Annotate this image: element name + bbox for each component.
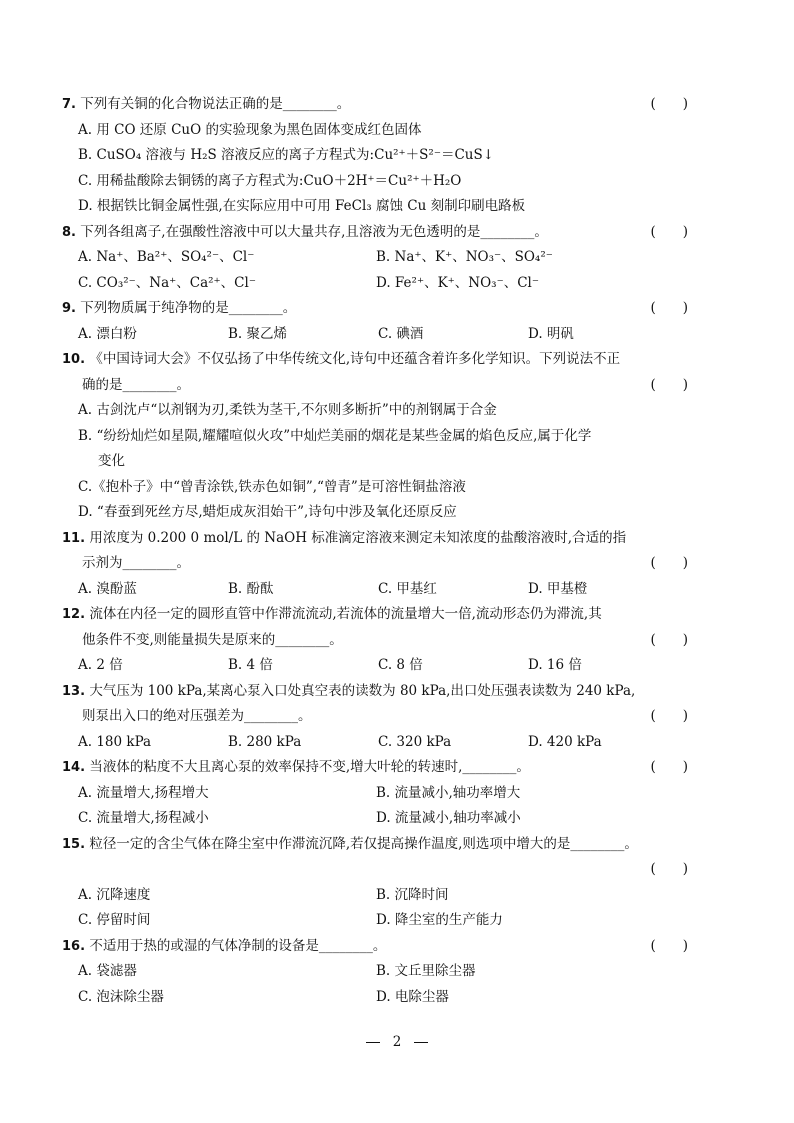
question-11 <box>62 526 696 603</box>
option-d: D. 16 倍 <box>528 657 582 673</box>
question-stem-cont: 则泵出入口的绝对压强差为________。 <box>82 708 312 724</box>
option-c: C. CO₃²⁻、Na⁺、Ca²⁺、Cl⁻ <box>78 274 256 291</box>
option-a: A. 袋滤器 <box>78 963 137 979</box>
option-c: C. 甲基红 <box>378 580 437 597</box>
question-stem-cont: 确的是________。 <box>82 376 190 393</box>
question-stem: 不适用于热的或湿的气体净制的设备是________。 <box>89 937 387 954</box>
option-c: C. 用稀盐酸除去铜锈的离子方程式为:CuO＋2H⁺＝Cu²⁺＋H₂O <box>78 172 462 189</box>
option-b: B. CuSO₄ 溶液与 H₂S 溶液反应的离子方程式为:Cu²⁺＋S²⁻＝CuS↓ <box>78 147 495 163</box>
question-stem: 下列物质属于纯净物的是________。 <box>80 300 297 316</box>
page-number: 2 <box>392 1034 402 1050</box>
question-number: 15. <box>62 836 86 852</box>
question-10 <box>62 347 696 526</box>
option-d: D. 电除尘器 <box>376 988 449 1005</box>
question-stem: 大气压为 100 kPa,某离心泵入口处真空表的读数为 80 kPa,出口处压强表读数为 240 kPa, <box>89 682 636 699</box>
question-13 <box>62 679 696 756</box>
option-b: B. 沉降时间 <box>376 886 449 903</box>
option-a: A. 漂白粉 <box>78 325 137 342</box>
option-b: B. 聚乙烯 <box>228 325 288 342</box>
answer-paren: ( ) <box>650 376 688 393</box>
question-stem: 当液体的粘度不大且离心泵的效率保持不变,增大叶轮的转速时,________。 <box>89 759 530 775</box>
answer-paren: ( ) <box>650 96 688 112</box>
question-8 <box>62 220 696 297</box>
answer-paren: ( ) <box>650 708 688 724</box>
question-number: 14. <box>62 760 86 775</box>
option-c: C. 8 倍 <box>378 657 423 673</box>
question-9 <box>62 296 696 347</box>
option-c: C. 320 kPa <box>378 733 452 750</box>
option-a: A. 流量增大,扬程增大 <box>78 784 209 801</box>
answer-paren: ( ) <box>650 937 688 954</box>
option-d: D. 降尘室的生产能力 <box>376 912 503 928</box>
option-b: B. 文丘里除尘器 <box>376 963 476 979</box>
option-a: A. 180 kPa <box>78 733 152 750</box>
option-d: D. 根据铁比铜金属性强,在实际应用中可用 FeCl₃ 腐蚀 Cu 刻制印刷电路板 <box>78 198 526 214</box>
option-a: A. Na⁺、Ba²⁺、SO₄²⁻、Cl⁻ <box>78 249 255 265</box>
answer-paren: ( ) <box>650 759 688 775</box>
option-d: D. “春蚕到死丝方尽,蜡炬成灰泪始干”,诗句中涉及氧化还原反应 <box>78 504 457 520</box>
option-c: C. 碘酒 <box>378 325 424 342</box>
option-d: D. 甲基橙 <box>528 580 588 597</box>
option-b: B. 4 倍 <box>228 657 273 673</box>
option-b: B. Na⁺、K⁺、NO₃⁻、SO₄²⁻ <box>376 249 553 265</box>
option-a: A. 溴酚蓝 <box>78 580 137 597</box>
question-number: 10. <box>62 352 86 367</box>
question-stem: 下列各组离子,在强酸性溶液中可以大量共存,且溶液为无色透明的是________。 <box>80 223 548 240</box>
answer-paren: ( ) <box>650 300 688 316</box>
option-d: D. Fe²⁺、K⁺、NO₃⁻、Cl⁻ <box>376 274 539 291</box>
option-d: D. 流量减小,轴功率减小 <box>376 810 521 826</box>
option-a: A. 古剑沈卢“以剂钢为刃,柔铁为茎干,不尔则多断折”中的剂钢属于合金 <box>78 402 497 418</box>
question-12 <box>62 602 696 679</box>
option-c: C. 泡沫除尘器 <box>78 988 164 1005</box>
question-stem: 流体在内径一定的圆形直管中作滞流流动,若流体的流量增大一倍,流动形态仍为滞流,其 <box>89 606 602 622</box>
question-14 <box>62 755 696 832</box>
option-d: D. 420 kPa <box>528 733 602 750</box>
question-number: 16. <box>62 938 86 954</box>
question-stem: 粒径一定的含尘气体在降尘室中作滞流沉降,若仅提高操作温度,则选项中增大的是________。 <box>89 835 638 852</box>
page-footer <box>0 1034 794 1050</box>
option-b: B. “纷纷灿烂如星陨,耀耀喧似火攻”中灿烂美丽的烟花是某些金属的焰色反应,属于化学 <box>78 427 592 444</box>
question-stem: 《中国诗词大会》不仅弘扬了中华传统文化,诗句中还蕴含着许多化学知识。下列说法不正 <box>89 351 621 367</box>
option-a: A. 2 倍 <box>78 657 123 673</box>
option-b-cont: 变化 <box>98 453 125 469</box>
option-b: B. 280 kPa <box>228 733 302 750</box>
option-a: A. 用 CO 还原 CuO 的实验现象为黑色固体变成红色固体 <box>78 121 422 138</box>
question-16 <box>62 934 696 1011</box>
answer-paren: ( ) <box>650 223 688 240</box>
question-stem-cont: 他条件不变,则能量损失是原来的________。 <box>82 631 343 648</box>
question-7 <box>62 92 696 220</box>
question-number: 12. <box>62 607 86 622</box>
question-number: 9. <box>62 301 76 316</box>
option-c: C. 停留时间 <box>78 912 151 928</box>
option-a: A. 沉降速度 <box>78 886 151 903</box>
footer-dash-right <box>414 1042 428 1043</box>
question-stem-cont: 示剂为________。 <box>82 555 190 571</box>
option-c: C. 流量增大,扬程减小 <box>78 810 209 826</box>
answer-paren: ( ) <box>650 555 688 571</box>
question-number: 7. <box>62 97 76 112</box>
question-number: 8. <box>62 224 76 240</box>
exam-page <box>62 92 696 1010</box>
answer-paren: ( ) <box>650 631 688 648</box>
question-stem: 用浓度为 0.200 0 mol/L 的 NaOH 标准滴定溶液来测定未知浓度的盐酸溶液时,合适的指 <box>89 529 627 546</box>
question-number: 11. <box>62 530 86 546</box>
answer-paren: ( ) <box>650 861 688 877</box>
footer-dash-left <box>366 1042 380 1043</box>
option-d: D. 明矾 <box>528 325 574 342</box>
question-stem: 下列有关铜的化合物说法正确的是________。 <box>80 96 351 112</box>
option-b: B. 流量减小,轴功率增大 <box>376 784 521 801</box>
question-number: 13. <box>62 683 86 699</box>
question-15 <box>62 832 696 934</box>
option-b: B. 酚酞 <box>228 580 274 597</box>
option-c: C.《抱朴子》中“曾青涂铁,铁赤色如铜”,“曾青”是可溶性铜盐溶液 <box>78 478 466 495</box>
